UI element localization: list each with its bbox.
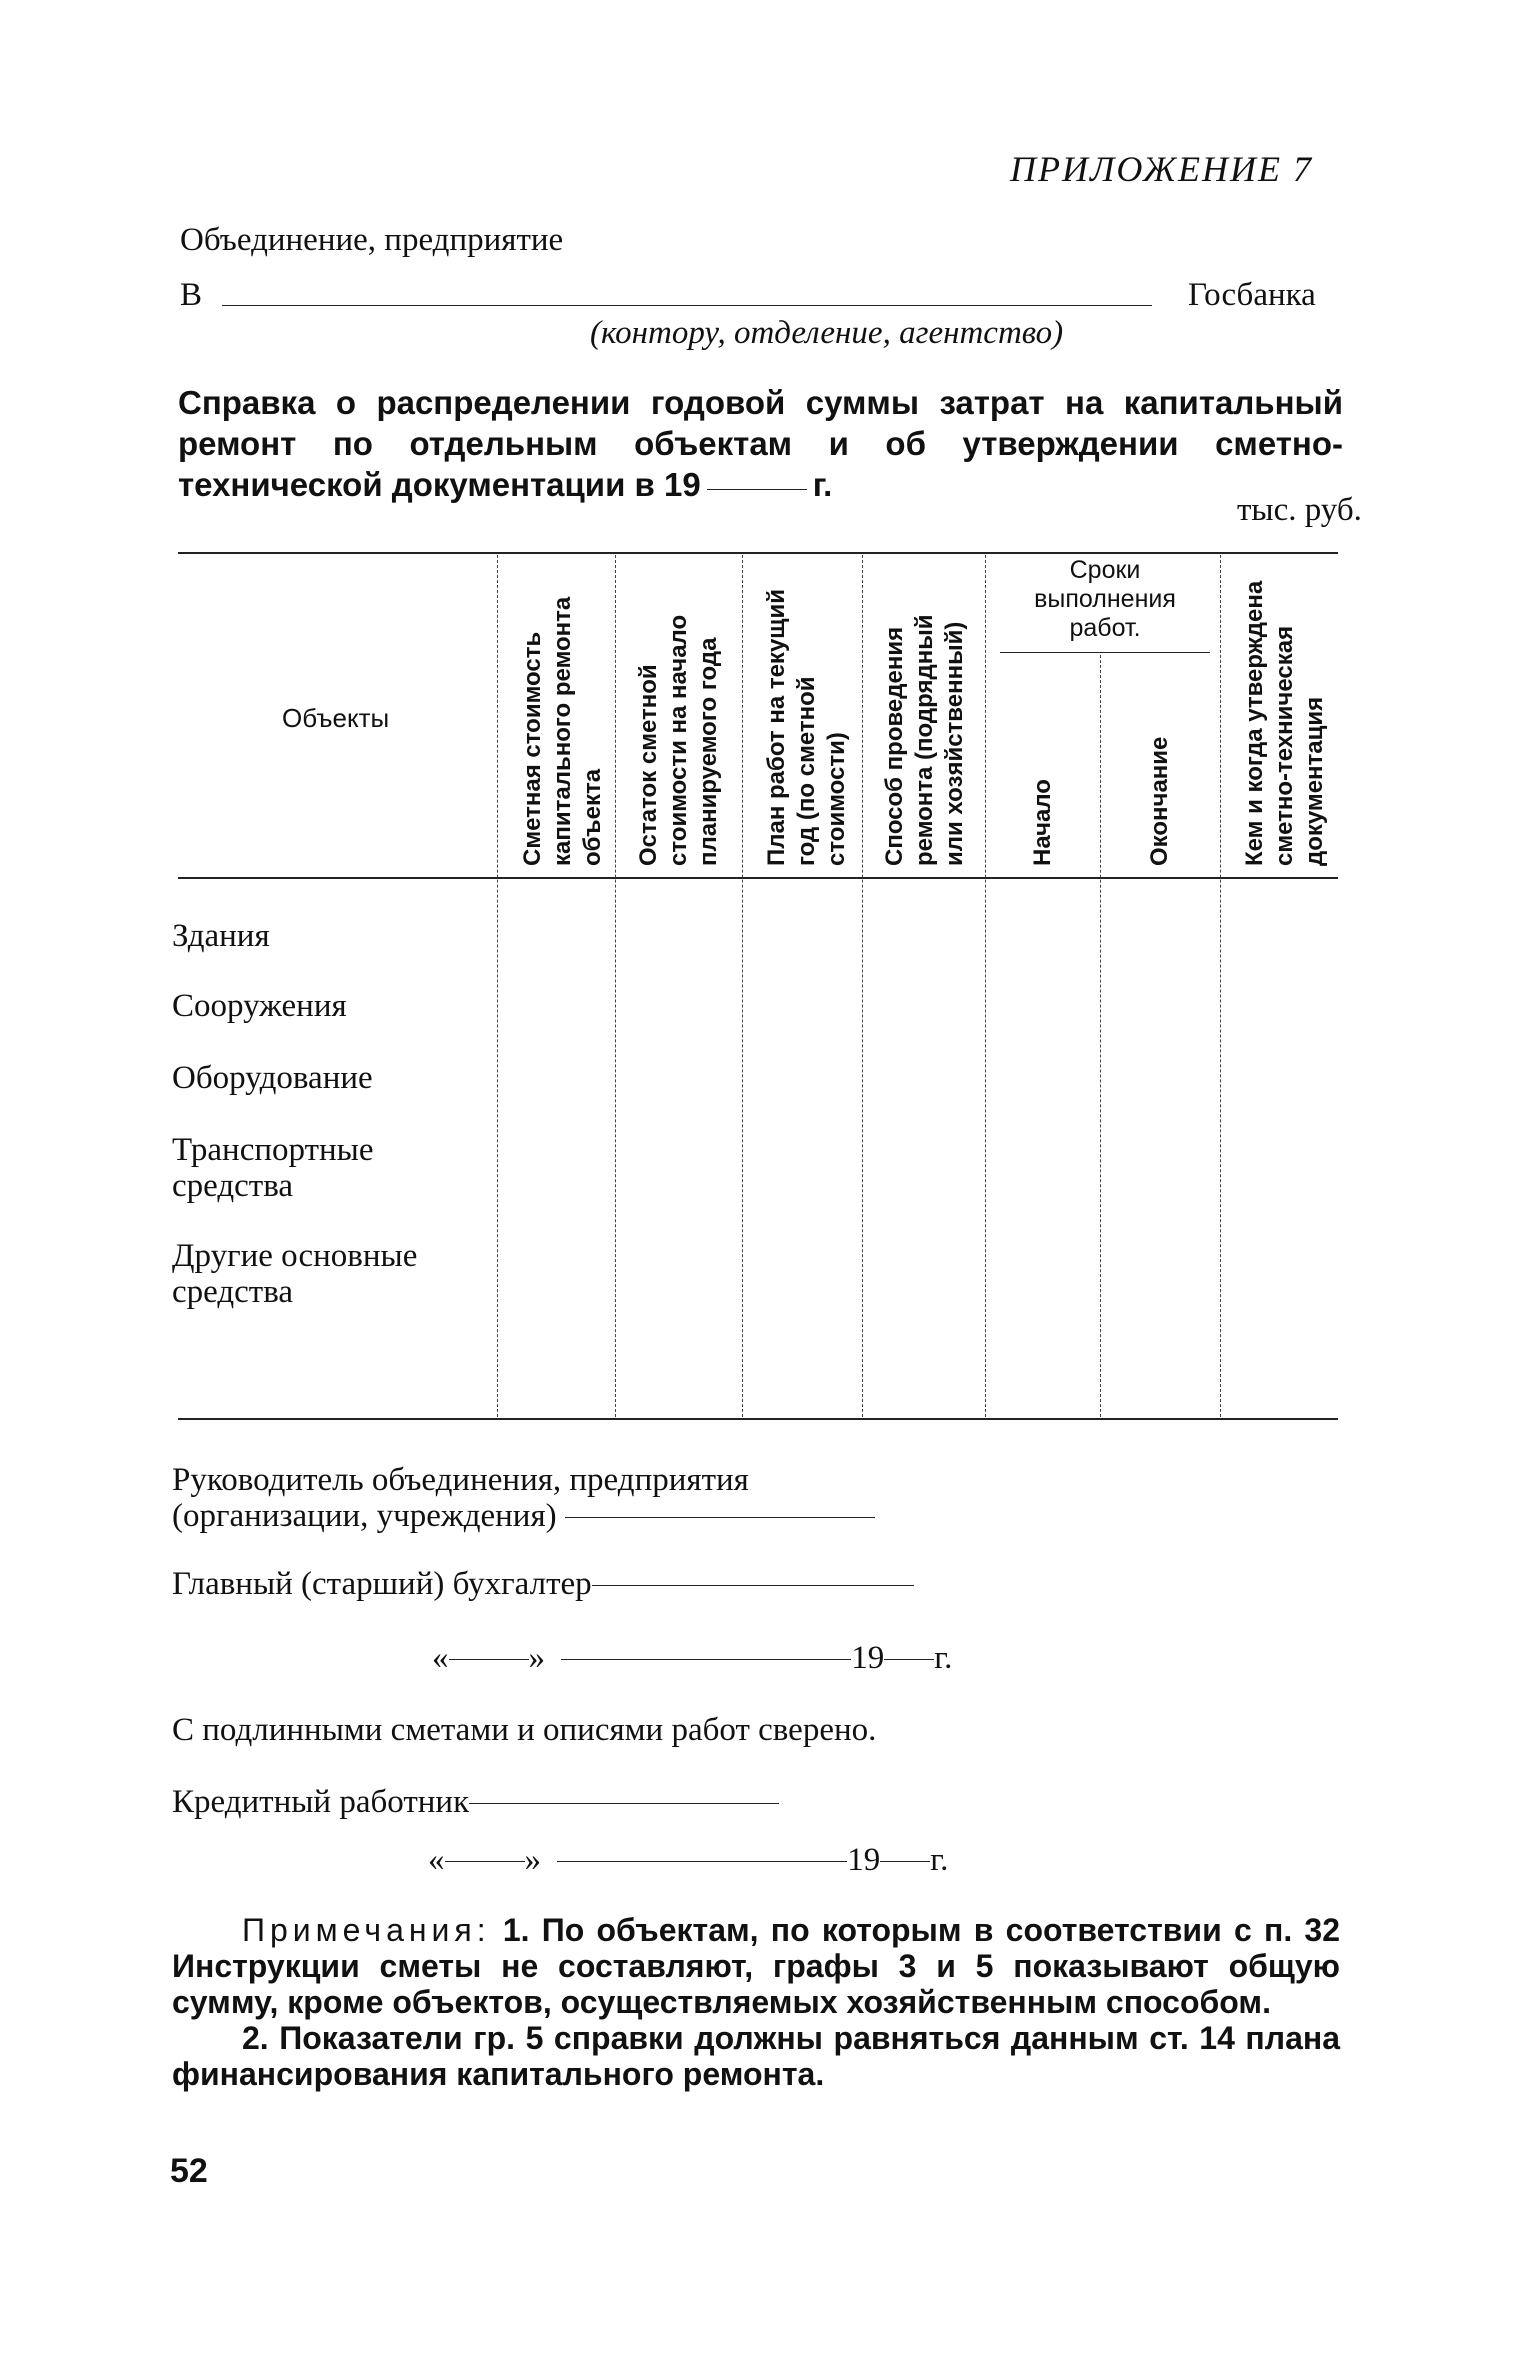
note-1 (172, 1912, 1340, 2020)
year-suffix-2: г. (930, 1842, 949, 1878)
date-open-quote: « (428, 1842, 445, 1878)
group-divider (1000, 652, 1210, 653)
unit-label: тыс. руб. (1237, 492, 1362, 528)
bank-name: Госбанка (1188, 277, 1316, 313)
organization-label: Объединение, предприятие (180, 222, 564, 258)
bank-branch-field[interactable] (222, 305, 1152, 306)
credit-worker-signature-field[interactable] (469, 1803, 779, 1804)
bank-caption: (контору, отделение, агентство) (590, 315, 1064, 351)
month-field-2[interactable] (557, 1861, 847, 1862)
page-number: 52 (170, 2152, 208, 2190)
table-top-rule (178, 552, 1338, 554)
year-field-1[interactable] (884, 1659, 934, 1660)
row-equipment: Оборудование (172, 1060, 373, 1096)
date-line-2 (428, 1842, 948, 1879)
year-field-2[interactable] (880, 1861, 930, 1862)
accountant-signature-field[interactable] (592, 1585, 914, 1586)
year-suffix-1: г. (934, 1640, 953, 1676)
col-divider (1100, 655, 1101, 1417)
date-close-quote: » (528, 1640, 545, 1676)
date-open-quote: « (432, 1640, 449, 1676)
head-signature-line1: Руководитель объединения, предприятия (172, 1462, 749, 1498)
year-prefix-1: 19 (851, 1640, 885, 1676)
credit-worker-signature (172, 1784, 779, 1820)
col-header-repair-method: Способ проведения ремонта (подрядный или хозяйственный) (881, 614, 968, 866)
col-header-work-plan: План работ на текущий год (по сметной стоимости) (763, 588, 850, 866)
col-divider (1220, 555, 1221, 1417)
note-2: 2. Показатели гр. 5 справки должны равняться данным ст. 14 плана финансирования капитального ремонта. (172, 2020, 1340, 2092)
head-signature (172, 1498, 875, 1534)
date-line-1 (432, 1640, 952, 1677)
table-header-rule (178, 877, 1338, 879)
row-buildings: Здания (172, 918, 270, 954)
col-divider (742, 555, 743, 1417)
to-prefix: В (180, 277, 203, 313)
row-structures: Сооружения (172, 988, 347, 1024)
row-transport: Транспортные средства (172, 1132, 374, 1204)
day-field-2[interactable] (445, 1861, 525, 1862)
col-divider (497, 555, 498, 1417)
notes-label: Примечания: (242, 1912, 491, 1948)
col-header-approval: Кем и когда утверждена сметно-техническая документация (1241, 580, 1328, 866)
day-field-1[interactable] (449, 1659, 529, 1660)
col-header-terms: Сроки выполнения работ. (1034, 556, 1176, 642)
table-bottom-rule (178, 1418, 1338, 1420)
col-header-remaining-cost: Остаток сметной стоимости на начало планируемого года (635, 614, 722, 866)
col-header-objects: Объекты (282, 703, 390, 733)
head-signature-field[interactable] (565, 1517, 875, 1518)
col-header-estimated-cost: Сметная стоимость капитального ремонта объекта (519, 596, 606, 866)
appendix-label: ПРИЛОЖЕНИЕ 7 (1010, 149, 1313, 189)
accountant-signature (172, 1566, 914, 1602)
col-divider (985, 555, 986, 1417)
head-signature-line2: (организации, учреждения) (172, 1498, 557, 1534)
note-1-text: 1. По объектам, по которым в соответствии с п. 32 Инструкции сметы не составляют, графы 3 и 5 показывают общую сумму, кроме объектов, осуществляемых хозяйственным способом. (172, 1912, 1341, 2020)
title-year-suffix: г. (812, 466, 833, 503)
accountant-label: Главный (старший) бухгалтер (172, 1566, 592, 1602)
month-field-1[interactable] (561, 1659, 851, 1660)
col-header-end: Окончание (1146, 736, 1173, 866)
row-other-assets: Другие основные средства (172, 1238, 418, 1310)
col-divider (615, 555, 616, 1417)
title-text: Справка о распределении годовой суммы затрат на капитальный ремонт по отдельным объектам и об утверждении сметно-технической документации в 19 (178, 384, 1343, 503)
year-field[interactable] (707, 489, 807, 490)
notes-block (172, 1912, 1340, 2092)
verified-note: С подлинными сметами и описями работ сверено. (172, 1712, 877, 1748)
col-divider (862, 555, 863, 1417)
document-title (178, 382, 1343, 505)
year-prefix-2: 19 (847, 1842, 881, 1878)
col-header-start: Начало (1029, 779, 1056, 866)
credit-worker-label: Кредитный работник (172, 1784, 470, 1820)
date-close-quote: » (524, 1842, 541, 1878)
